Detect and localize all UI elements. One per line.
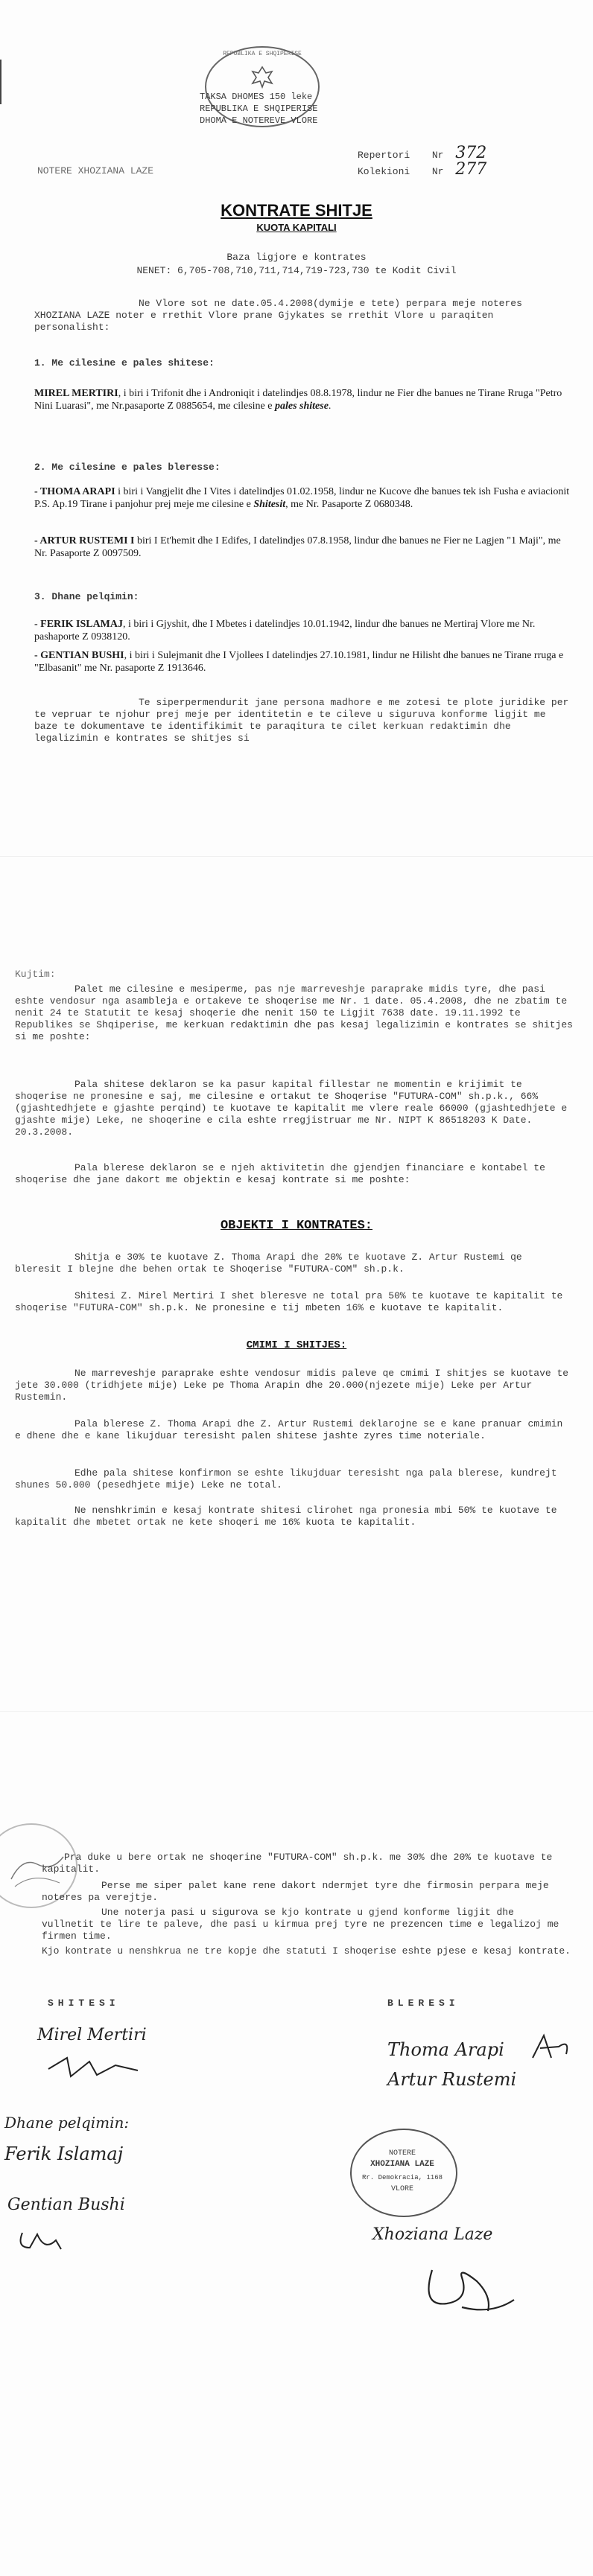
seller-role: pales shitese — [274, 401, 329, 412]
margin-mark — [0, 60, 6, 104]
cmimi-paragraph-1: Ne marreveshje paraprake eshte vendosur midis paleve qe cmimi I shitjes se kuotave te jete 30.000 (tridhjete mije) Leke pe Thoma Arapin dhe 20.000(njezete mije) Leke per Artur Rustemin. — [15, 1368, 569, 1403]
page-3-paragraph-4: Kjo kontrate u nenshkrua ne tre kopje dhe statuti I shoqerise eshte pjese e kesaj kontrate. — [42, 1945, 571, 1957]
notary-stamp-name: XHOZIANA LAZE — [370, 2160, 434, 2169]
sellers-label: SHITESI — [48, 1998, 120, 2009]
stamp-ring-text: REPUBLIKA E SHQIPERISE — [223, 51, 302, 57]
notary-signature: Xhoziana Laze — [372, 2225, 493, 2244]
seller-name: MIREL MERTIRI — [34, 388, 118, 399]
cmimi-paragraph-4: Ne nenshkrimin e kesaj kontrate shitesi clirohet nga pronesia mbi 50% te kuotave te kapitalit dhe mbetet ortak ne kete shoqeri me 16% kuota te kapitalit. — [15, 1505, 557, 1528]
notary-stamp-title: NOTERE — [388, 2149, 416, 2158]
seller-details: , i biri i Trifonit dhe i Androniqit i datelindjes 08.8.1978, lindur ne Fier dhe banues ne Tirane Rruga "Petro Nini Luarasi", me Nr.pasaporte Z 0885654, me cilesine e — [34, 388, 562, 412]
page-2-paragraph-2: Pala shitese deklaron se ka pasur kapital fillestar ne momentin e krijimit te shoqerise ne pronesine e saj, me cilesine e ortakut te Shoqerise "FUTURA-COM" sh.p.k., 66% (gjashtedhjete e gjashte perqind) te kuotave te kapitalit me vlere reale 66000 (gjashtedhjete e gjashte mije) Leke, ne shoqerine e cila eshte rregjistruar me Nr. NIPT K 86518203 K Date. 20.3.2008. — [15, 1079, 568, 1138]
page-2-paragraph-3: Pala blerese deklaron se e njeh aktivitetin dhe gjendjen financiare e kontabel te shoqerise dhe jane dakort me objektin e kesaj kontrate si me poshte: — [15, 1162, 545, 1185]
notary-stamp-city: VLORE — [390, 2185, 413, 2193]
document-title: KONTRATE SHITJE — [221, 201, 372, 220]
buyer-1-tail: , me Nr. Pasaporte Z 0680348. — [285, 499, 413, 510]
stamp-tax-line: TAKSA DHOMES 150 leke — [200, 92, 313, 102]
consent-1-signature: Ferik Islamaj — [4, 2143, 124, 2164]
legal-basis-line-2: NENET: 6,705-708,710,711,714,719-723,730 te Kodit Civil — [136, 265, 457, 276]
buyer-1-name: - THOMA ARAPI — [34, 486, 115, 497]
buyer-2-signature: Artur Rustemi — [387, 2069, 517, 2090]
consent-1-details: , i biri i Gjyshit, dhe I Mbetes i datelindjes 10.01.1942, lindur dhe banues ne Mertiraj Vlore me Nr. pashaporte Z 0938120. — [34, 619, 536, 643]
page-3-paragraph-2: Perse me siper palet kane rene dakort ndermjet tyre dhe firmosin perpara meje noteres pa verejtje. — [42, 1880, 549, 1903]
buyer-2-name: - ARTUR RUSTEMI I — [34, 535, 135, 546]
objekti-paragraph-2: Shitesi Z. Mirel Mertiri I shet bleresve ne total pra 50% te kuotave te kapitalit te shoqerise "FUTURA-COM" sh.p.k. Ne pronesine e tij mbeten 16% e kuotave te kapitalit. — [15, 1290, 563, 1313]
buyer-2-details: biri I Et'hemit dhe I Edifes, I datelindjes 07.8.1958, lindur dhe banues ne Fier ne Lagjen "1 Maji", me Nr. Pasaporte Z 0097509. — [34, 535, 561, 559]
cmimi-paragraph-3: Edhe pala shitese konfirmon se eshte likujduar teresisht nga pala blerese, kundrejt shunes 50.000 (pesedhjete mije) Leke ne total. — [15, 1467, 557, 1491]
buyer-1-role: Shitesit — [253, 499, 286, 510]
document-subtitle: KUOTA KAPITALI — [256, 222, 337, 233]
buyer-1-signature: Thoma Arapi — [387, 2039, 504, 2060]
kolekcioni-prefix: Nr — [431, 166, 444, 177]
consent-1-paragraph — [34, 618, 571, 643]
consent-2-paragraph — [34, 649, 571, 675]
buyer-1-signature-scribble — [529, 2032, 574, 2062]
notary-stamp-address: Rr. Demokracia, 1168 — [361, 2174, 443, 2181]
section-1-heading: 1. Me cilesine e pales shitese: — [34, 357, 215, 369]
seller-signature-scribble — [45, 2054, 142, 2084]
cmimi-title: CMIMI I SHITJES: — [246, 1339, 347, 1351]
consent-label: Dhane pelqimin: — [4, 2114, 130, 2132]
page-2-paragraph-1: Palet me cilesine e mesiperme, pas nje marreveshje paraprake midis tyre, dhe pasi eshte vendosur nga asambleja e ortakeve te shoqerise me Nr. 1 date. 05.4.2008, dhe ne zbatim te nenit 24 te Statutit te kesaj shoqerie dhe nenit 150 te Ligjit 7638 date. 19.11.1992 te Republikes se Shqiperise, me kerkuan redaktimin dhe pas kesaj legalizimin e kontrates se shitjes si me poshte: — [15, 983, 573, 1042]
repertori-label: Repertori — [358, 150, 410, 161]
kolekcioni-label: Kolekioni — [358, 166, 410, 177]
consent-2-signature: Gentian Bushi — [7, 2196, 125, 2214]
buyer-1-paragraph — [34, 485, 571, 511]
stamp-republic-line: REPUBLIKA E SHQIPERISE — [200, 103, 318, 114]
document-page-2 — [0, 856, 593, 1712]
document-page-1 — [0, 0, 593, 856]
buyer-2-paragraph — [34, 535, 571, 560]
section-2-heading: 2. Me cilesine e pales bleresse: — [34, 462, 221, 473]
objekti-title: OBJEKTI I KONTRATES: — [220, 1219, 373, 1233]
page-2-heading: Kujtim: — [15, 969, 56, 980]
consent-1-name: - FERIK ISLAMAJ — [34, 619, 124, 630]
cmimi-paragraph-2: Pala blerese Z. Thoma Arapi dhe Z. Artur Rustemi deklarojne se e kane pranuar cmimin e dhene dhe e kane likujduar teresisht palen shitese jashte zyres time noteriale. — [15, 1418, 563, 1441]
buyers-label: BLERESI — [387, 1998, 460, 2009]
seller-signature: Mirel Mertiri — [37, 2026, 147, 2044]
page-3-paragraph-1: Pra duke u bere ortak ne shoqerine "FUTURA-COM" sh.p.k. me 30% dhe 20% te kuotave te kapitalit. — [42, 1852, 553, 1875]
buyer-1-details: i biri i Vangjelit dhe I Vites i datelindjes 01.02.1958, lindur ne Kucove dhe banues tek ish Fusha e aviacionit P.S. Ap.19 Tirane i panjohur prej meje me cilesine e — [34, 486, 570, 510]
legal-basis-line-1: Baza ligjore e kontrates — [226, 252, 367, 263]
stamp-chamber-line: DHOMA E NOTEREVE VLORE — [200, 115, 318, 126]
eagle-emblem-icon — [250, 64, 275, 89]
notary-label: NOTERE XHOZIANA LAZE — [37, 165, 154, 176]
repertori-value: 372 — [455, 144, 487, 162]
consent-2-signature-scribble — [15, 2225, 67, 2255]
section-3-heading: 3. Dhane pelqimin: — [34, 591, 139, 602]
consent-2-details: , i biri i Sulejmanit dhe I Vjollees I datelindjes 27.10.1981, lindur ne Hilisht dhe banues ne Tirane rruga e "Elbasanit" me Nr. pasaporte Z 1913646. — [34, 650, 564, 674]
repertori-prefix: Nr — [431, 150, 444, 161]
kolekcioni-value: 277 — [455, 160, 487, 179]
notary-signature-scribble — [417, 2263, 521, 2322]
intro-paragraph: Ne Vlore sot ne date.05.4.2008(dymije e tete) perpara meje noteres XHOZIANA LAZE noter e rrethit Vlore prane Gjykates se rrethit Vlore u paraqiten personalisht: — [34, 298, 522, 333]
page-3-paragraph-3: Une noterja pasi u sigurova se kjo kontrate u gjend konforme ligjit dhe vullnetit te lire te paleve, dhe pasi u kirmua prej tyre ne prezencen time e legalizoj me firmen time. — [42, 1907, 559, 1942]
seller-paragraph: MIREL MERTIRI, i biri i Trifonit dhe i Androniqit i datelindjes 08.8.1978, lindur ne Fier dhe banues ne Tirane Rruga "Petro Nini Luarasi", me Nr.pasaporte Z 0885654, me cilesine e pales shitese. — [34, 388, 562, 412]
consent-2-name: - GENTIAN BUSHI — [34, 650, 124, 661]
kolekcioni-row — [358, 160, 574, 179]
document-page-3 — [0, 1711, 593, 2576]
closing-paragraph: Te siperpermendurit jane persona madhore e me zotesi te plote juridike per te vepruar te njohur prej meje per identitetin e te cileve u siguruva konforme ligjit me baze te dokumentave te identifikimit te paraqitura te cilet kerkuan redaktimin dhe legalizimin e kontrates se shitjes si — [34, 697, 569, 744]
objekti-paragraph-1: Shitja e 30% te kuotave Z. Thoma Arapi dhe 20% te kuotave Z. Artur Rustemi qe bleresit I blejne dhe behen ortak te Shoqerise "FUTURA-COM" sh.p.k. — [15, 1252, 522, 1275]
